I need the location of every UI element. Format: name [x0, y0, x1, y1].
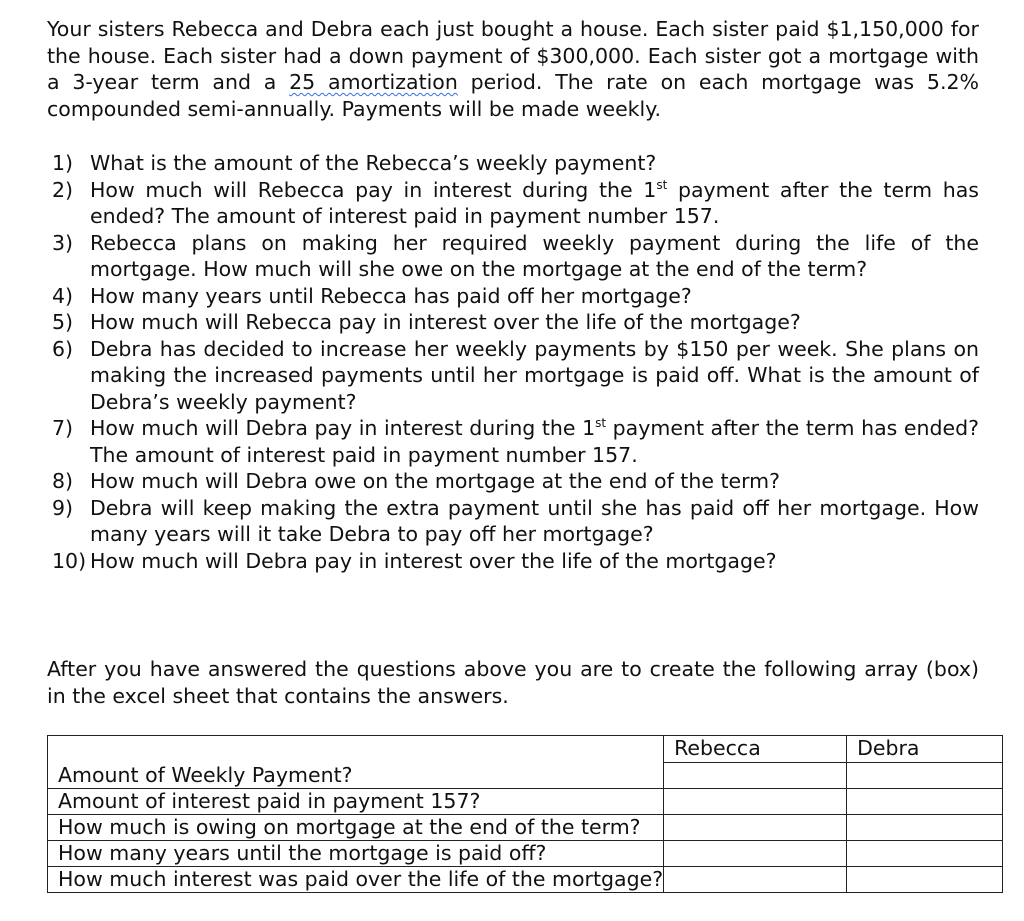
row-label: Amount of interest paid in payment 157?: [48, 789, 664, 815]
question-item-7: [47, 415, 979, 468]
question-item-10: [47, 548, 979, 575]
question-item-9: [47, 495, 979, 548]
intro-text-end: period. The rate on each mortgage was 5.2% compounded semi-annually. Payments will be made weekly.: [47, 70, 979, 121]
row-label: How many years until the mortgage is paid off?: [48, 841, 664, 867]
answer-table: [47, 735, 1003, 893]
answer-cell-debra[interactable]: [847, 763, 1003, 789]
question-text-post: payment after the term has ended? The amount of interest paid in payment number 157.: [90, 177, 979, 228]
question-item-1: [47, 150, 979, 177]
question-text: Debra has decided to increase her weekly payments by $150 per week. She plans on making the increased payments until her mortgage is paid off. What is the amount of Debra’s weekly payment?: [90, 336, 979, 414]
question-item-4: [47, 283, 979, 310]
question-number: 7): [52, 416, 74, 440]
question-number: 1): [52, 151, 74, 175]
question-number: 4): [52, 283, 74, 308]
answer-cell-rebecca[interactable]: [664, 841, 847, 867]
answer-cell-debra[interactable]: [847, 815, 1003, 841]
table-row: [48, 763, 1003, 789]
answer-cell-rebecca[interactable]: [664, 789, 847, 815]
amortization-spellcheck-phrase: 25 amortization: [289, 70, 458, 94]
question-list: [47, 150, 979, 574]
answer-cell-debra[interactable]: [847, 867, 1003, 893]
header-cell-empty: [48, 736, 664, 763]
question-text: What is the amount of the Rebecca’s weekly payment?: [90, 151, 657, 175]
question-item-3: [47, 230, 979, 283]
table-header-row: [48, 736, 1003, 763]
instructions-paragraph: After you have answered the questions above you are to create the following array (box) in the excel sheet that contains the answers.: [47, 657, 979, 708]
ordinal-suffix: st: [656, 177, 668, 192]
question-text-pre: How much will Debra pay in interest during the 1: [90, 416, 596, 440]
header-cell-rebecca: Rebecca: [664, 736, 847, 763]
question-text: How much will Debra owe on the mortgage at the end of the term?: [90, 469, 781, 493]
question-text: How much will Debra pay in interest over the life of the mortgage?: [90, 548, 777, 573]
question-number: 2): [52, 177, 74, 202]
table-row: [48, 789, 1003, 815]
intro-text-start: Your sisters Rebecca and Debra each just bought a house. Each sister paid $1,150,000 for the house. Each sister had a down payment of $300,000. Each sister got a mortgage with a 3-year term and a: [47, 17, 979, 94]
question-number: 6): [52, 336, 74, 361]
table-row: [48, 815, 1003, 841]
question-text: [90, 416, 979, 467]
question-text: How many years until Rebecca has paid off her mortgage?: [90, 283, 692, 308]
ordinal-suffix: st: [595, 416, 607, 430]
question-text: How much will Rebecca pay in interest over the life of the mortgage?: [90, 310, 801, 334]
question-text-post: payment after the term has ended? The amount of interest paid in payment number 157.: [90, 416, 979, 467]
question-item-2: [47, 177, 979, 230]
question-item-6: [47, 336, 979, 416]
answer-cell-rebecca[interactable]: [664, 763, 847, 789]
question-number: 10): [52, 548, 87, 573]
question-text: Rebecca plans on making her required weekly payment during the life of the mortgage. How much will she owe on the mortgage at the end of the term?: [90, 230, 979, 281]
question-number: 3): [52, 230, 74, 255]
question-number: 5): [52, 310, 74, 334]
answer-cell-rebecca[interactable]: [664, 815, 847, 841]
answer-cell-debra[interactable]: [847, 841, 1003, 867]
question-text: Debra will keep making the extra payment until she has paid off her mortgage. How many years will it take Debra to pay off her mortgage?: [90, 495, 979, 546]
question-item-5: [47, 309, 979, 336]
question-item-8: [47, 468, 979, 495]
answer-cell-rebecca[interactable]: [664, 867, 847, 893]
question-text-pre: How much will Rebecca pay in interest during the 1: [90, 177, 657, 202]
question-text: [90, 178, 979, 229]
answer-cell-debra[interactable]: [847, 789, 1003, 815]
row-label: How much interest was paid over the life of the mortgage?: [48, 867, 664, 893]
question-number: 8): [52, 469, 74, 493]
question-number: 9): [52, 495, 74, 520]
row-label: Amount of Weekly Payment?: [48, 763, 664, 789]
intro-paragraph: [47, 16, 979, 122]
table-row: [48, 867, 1003, 893]
row-label: How much is owing on mortgage at the end of the term?: [48, 815, 664, 841]
header-cell-debra: Debra: [847, 736, 1003, 763]
table-row: [48, 841, 1003, 867]
